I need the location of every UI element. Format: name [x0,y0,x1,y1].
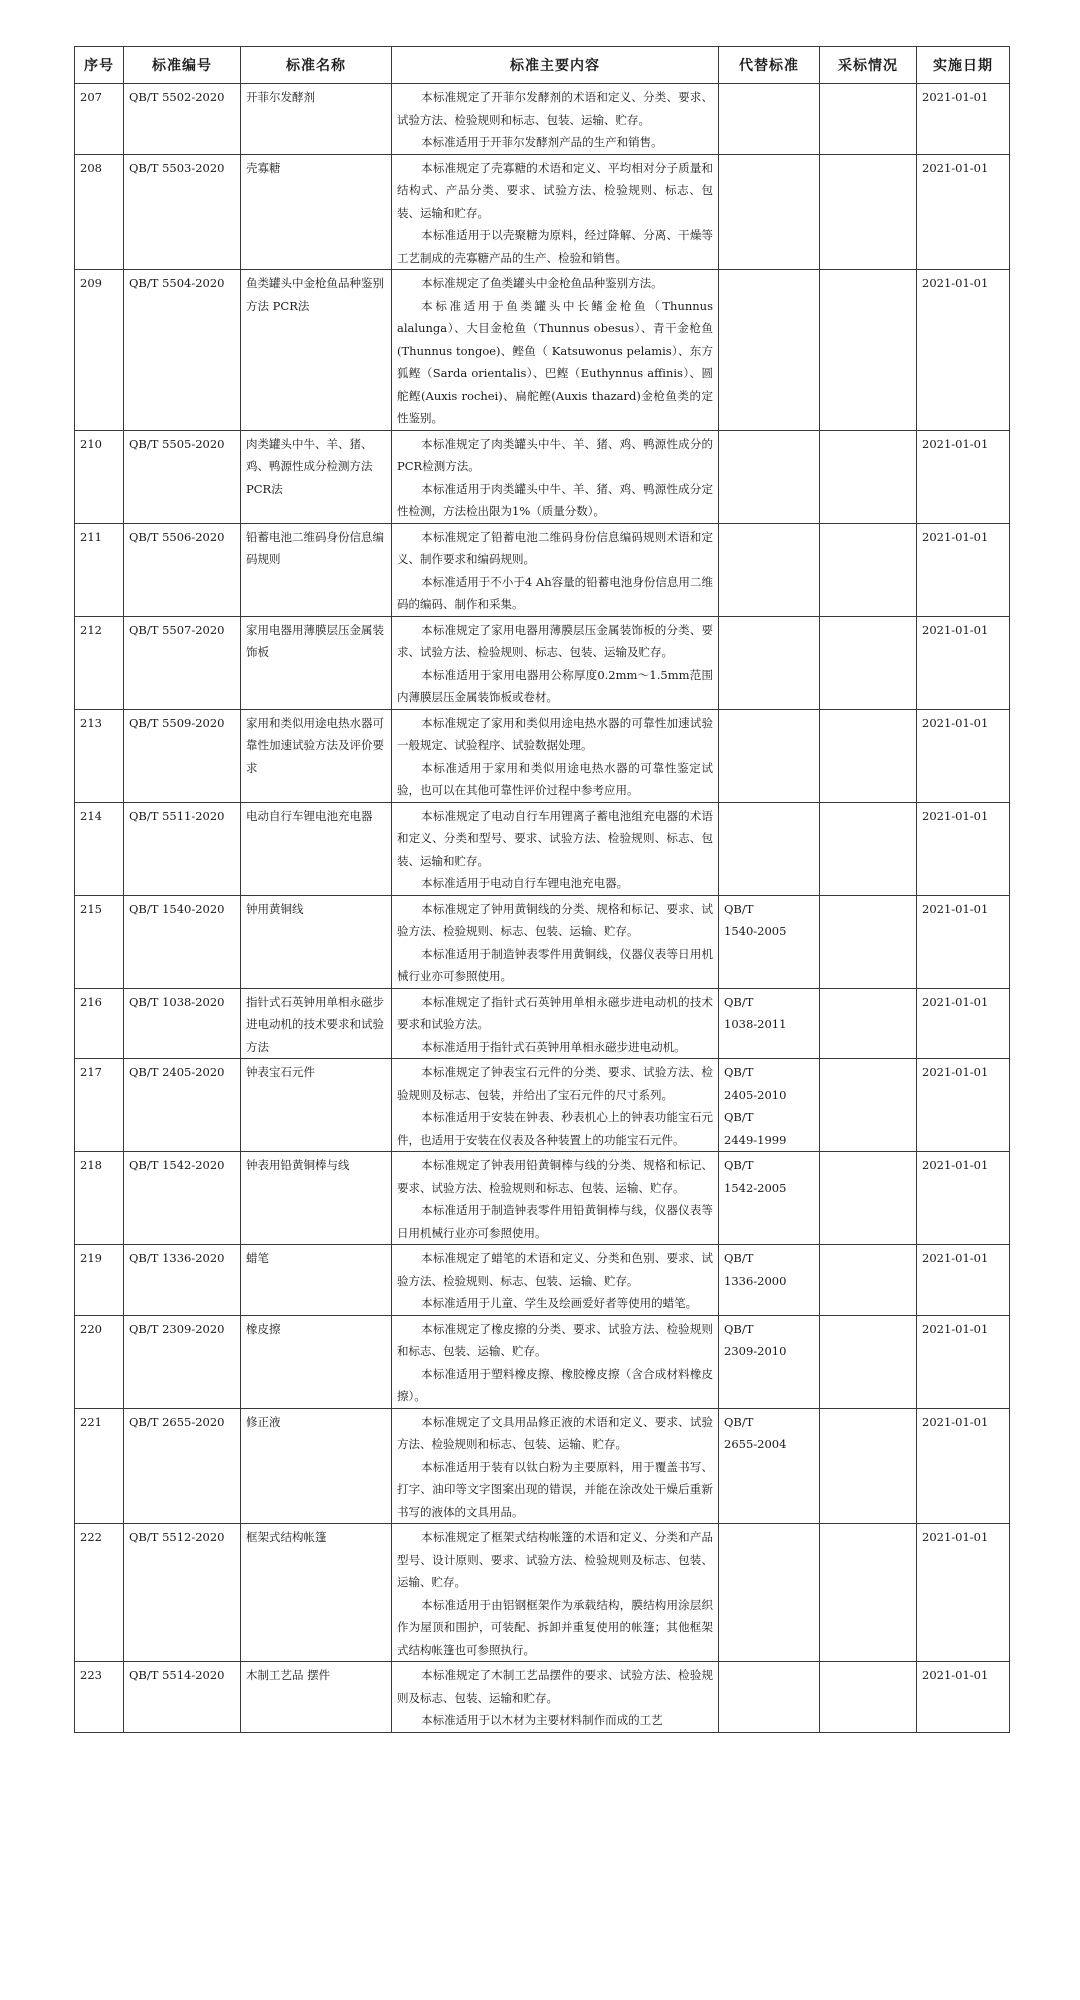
cell-replaces [719,1408,820,1524]
table-row [75,616,1010,709]
header-code: 标准编号 [124,47,241,84]
replaces-line: QB/T [724,1110,754,1124]
table-row [75,709,1010,802]
cell-adoption [820,1524,917,1662]
table-row [75,1315,1010,1408]
cell-content [392,1315,719,1408]
cell-name: 钟表用铅黄铜棒与线 [241,1152,392,1245]
cell-seq: 210 [75,430,124,523]
cell-name: 修正液 [241,1408,392,1524]
cell-replaces [719,1315,820,1408]
cell-adoption [820,1245,917,1316]
table-row [75,988,1010,1059]
header-date: 实施日期 [917,47,1010,84]
cell-code: QB/T 1038-2020 [124,988,241,1059]
content-paragraph: 本标准规定了家用电器用薄膜层压金属装饰板的分类、要求、试验方法、检验规则、标志、包装、运输及贮存。 [397,622,713,659]
cell-content [392,1245,719,1316]
content-paragraph: 本标准适用于安装在钟表、秒表机心上的钟表功能宝石元件，也适用于安装在仪表及各种装置上的功能宝石元件。 [397,1110,713,1147]
cell-adoption [820,895,917,988]
cell-content [392,1524,719,1662]
cell-seq: 214 [75,802,124,895]
replaces-line: QB/T [724,1251,754,1265]
content-paragraph: 本标准适用于由铝钢框架作为承载结构，膜结构用涂层织作为屋顶和围护，可装配、拆卸并重复使用的帐篷；其他框架式结构帐篷也可参照执行。 [397,1597,713,1657]
replaces-line: QB/T [724,1158,754,1172]
cell-code: QB/T 5506-2020 [124,523,241,616]
content-paragraph: 本标准规定了木制工艺品摆件的要求、试验方法、检验规则及标志、包装、运输和贮存。 [397,1668,713,1705]
replaces-line: 2405-2010 [724,1087,787,1102]
cell-date: 2021-01-01 [917,1245,1010,1316]
cell-name: 框架式结构帐篷 [241,1524,392,1662]
cell-adoption [820,84,917,155]
table-row [75,1059,1010,1152]
cell-content [392,709,719,802]
cell-seq: 220 [75,1315,124,1408]
cell-content [392,84,719,155]
replaces-line: 1336-2000 [724,1273,787,1288]
header-name: 标准名称 [241,47,392,84]
replaces-line: 1542-2005 [724,1180,787,1195]
cell-date: 2021-01-01 [917,802,1010,895]
cell-replaces [719,430,820,523]
cell-date: 2021-01-01 [917,988,1010,1059]
cell-code: QB/T 1540-2020 [124,895,241,988]
replaces-line: 1038-2011 [724,1017,787,1031]
cell-content [392,270,719,431]
cell-adoption [820,616,917,709]
cell-name: 开菲尔发酵剂 [241,84,392,155]
cell-adoption [820,1152,917,1245]
table-row [75,1524,1010,1662]
cell-adoption [820,1408,917,1524]
cell-code: QB/T 5505-2020 [124,430,241,523]
cell-code: QB/T 5512-2020 [124,1524,241,1662]
cell-seq: 211 [75,523,124,616]
content-paragraph: 本标准规定了钟表用铅黄铜棒与线的分类、规格和标记、要求、试验方法、检验规则和标志、包装、运输、贮存。 [397,1158,713,1195]
cell-seq: 215 [75,895,124,988]
cell-code: QB/T 1336-2020 [124,1245,241,1316]
cell-seq: 207 [75,84,124,155]
cell-seq: 219 [75,1245,124,1316]
content-paragraph: 本标准规定了家用和类似用途电热水器的可靠性加速试验一般规定、试验程序、试验数据处理。 [397,715,713,752]
cell-seq: 216 [75,988,124,1059]
content-paragraph: 本标准适用于儿童、学生及绘画爱好者等使用的蜡笔。 [421,1296,698,1310]
table-header-row [75,47,1010,84]
table-row [75,154,1010,270]
content-paragraph: 本标准适用于家用和类似用途电热水器的可靠性鉴定试验，也可以在其他可靠性评价过程中参考应用。 [397,760,713,797]
cell-code: QB/T 2309-2020 [124,1315,241,1408]
replaces-line: 2449-1999 [724,1132,787,1147]
content-paragraph: 本标准规定了文具用品修正液的术语和定义、要求、试验方法、检验规则和标志、包装、运输、贮存。 [397,1414,713,1451]
replaces-line: QB/T [724,901,754,916]
cell-content [392,616,719,709]
cell-seq: 213 [75,709,124,802]
replaces-line: QB/T [724,1414,754,1429]
cell-replaces [719,1152,820,1245]
replaces-line: 2655-2004 [724,1437,787,1451]
cell-content [392,895,719,988]
cell-seq: 221 [75,1408,124,1524]
cell-seq: 217 [75,1059,124,1152]
cell-name: 钟表宝石元件 [241,1059,392,1152]
content-paragraph: 本标准规定了鱼类罐头中金枪鱼品种鉴别方法。 [421,276,663,290]
table-row [75,1662,1010,1733]
cell-code: QB/T 5503-2020 [124,154,241,270]
cell-name: 鱼类罐头中金枪鱼品种鉴别方法 PCR法 [241,270,392,431]
content-paragraph: 本标准适用于指针式石英钟用单相永磁步进电动机。 [421,1039,686,1054]
cell-date: 2021-01-01 [917,1315,1010,1408]
content-paragraph: 本标准适用于以木材为主要材料制作而成的工艺 [421,1713,663,1727]
cell-name: 蜡笔 [241,1245,392,1316]
cell-name: 家用和类似用途电热水器可靠性加速试验方法及评价要求 [241,709,392,802]
table-row [75,1245,1010,1316]
cell-date: 2021-01-01 [917,84,1010,155]
content-paragraph: 本标准规定了框架式结构帐篷的术语和定义、分类和产品型号、设计原则、要求、试验方法、检验规则及标志、包装、运输、贮存。 [397,1530,713,1589]
content-paragraph: 本标准规定了电动自行车用锂离子蓄电池组充电器的术语和定义、分类和型号、要求、试验方法、检验规则、标志、包装、运输和贮存。 [397,808,713,868]
cell-seq: 209 [75,270,124,431]
header-seq: 序号 [75,47,124,84]
content-paragraph: 本标准规定了橡皮擦的分类、要求、试验方法、检验规则和标志、包装、运输、贮存。 [397,1321,713,1358]
cell-replaces [719,895,820,988]
content-paragraph: 本标准规定了开菲尔发酵剂的术语和定义、分类、要求、试验方法、检验规则和标志、包装、运输、贮存。 [397,90,713,127]
cell-seq: 208 [75,154,124,270]
cell-seq: 223 [75,1662,124,1733]
cell-name: 指针式石英钟用单相永磁步进电动机的技术要求和试验方法 [241,988,392,1059]
content-paragraph: 本标准适用于电动自行车锂电池充电器。 [421,876,629,890]
replaces-line: QB/T [724,994,754,1009]
cell-content [392,1059,719,1152]
cell-seq: 212 [75,616,124,709]
cell-code: QB/T 2405-2020 [124,1059,241,1152]
cell-adoption [820,154,917,270]
cell-replaces [719,84,820,155]
content-paragraph: 本标准适用于鱼类罐头中长鳍金枪鱼（Thunnus alalunga）、大目金枪鱼（Thunnus obesus）、青干金枪鱼(Thunnus tongoe)、鲣鱼（ Katsuwonus pelamis）、东方狐鲣（Sarda orientalis）、巴鲣（Euthynnus affinis）、圆舵鲣(Auxis rochei)、扁舵鲣(Auxis thazard)金枪鱼类的定性鉴别。 [397,298,713,425]
content-paragraph: 本标准适用于家用电器用公称厚度0.2mm～1.5mm范围内薄膜层压金属装饰板或卷材。 [397,667,713,704]
cell-content [392,1408,719,1524]
cell-date: 2021-01-01 [917,1152,1010,1245]
cell-code: QB/T 5511-2020 [124,802,241,895]
cell-code: QB/T 5502-2020 [124,84,241,155]
cell-name: 铅蓄电池二维码身份信息编码规则 [241,523,392,616]
cell-content [392,1152,719,1245]
header-content: 标准主要内容 [392,47,719,84]
cell-adoption [820,1315,917,1408]
table-row [75,84,1010,155]
table-row [75,430,1010,523]
cell-replaces [719,523,820,616]
cell-date: 2021-01-01 [917,1059,1010,1152]
content-paragraph: 本标准适用于制造钟表零件用黄铜线，仪器仪表等日用机械行业亦可参照使用。 [397,946,713,983]
cell-adoption [820,523,917,616]
cell-replaces [719,802,820,895]
cell-replaces [719,988,820,1059]
cell-replaces [719,270,820,431]
content-paragraph: 本标准规定了钟用黄铜线的分类、规格和标记、要求、试验方法、检验规则、标志、包装、运输、贮存。 [397,901,713,938]
table-row [75,523,1010,616]
content-paragraph: 本标准适用于开菲尔发酵剂产品的生产和销售。 [421,135,663,149]
cell-content [392,523,719,616]
table-body [75,84,1010,1733]
cell-name: 橡皮擦 [241,1315,392,1408]
table-row [75,802,1010,895]
cell-code: QB/T 5507-2020 [124,616,241,709]
content-paragraph: 本标准适用于塑料橡皮擦、橡胶橡皮擦（含合成材料橡皮擦）。 [397,1366,713,1403]
content-paragraph: 本标准规定了指针式石英钟用单相永磁步进电动机的技术要求和试验方法。 [397,994,713,1031]
replaces-line: 1540-2005 [724,924,787,938]
cell-content [392,1662,719,1733]
cell-seq: 222 [75,1524,124,1662]
cell-adoption [820,1662,917,1733]
cell-replaces [719,1059,820,1152]
cell-name: 壳寡糖 [241,154,392,270]
cell-content [392,802,719,895]
table-row [75,1408,1010,1524]
content-paragraph: 本标准适用于以壳聚糖为原料，经过降解、分离、干燥等工艺制成的壳寡糖产品的生产、检验和销售。 [397,228,713,265]
cell-adoption [820,709,917,802]
cell-replaces [719,709,820,802]
cell-date: 2021-01-01 [917,270,1010,431]
content-paragraph: 本标准规定了肉类罐头中牛、羊、猪、鸡、鸭源性成分的PCR检测方法。 [397,436,713,473]
cell-date: 2021-01-01 [917,1524,1010,1662]
cell-date: 2021-01-01 [917,154,1010,270]
cell-adoption [820,1059,917,1152]
table-row [75,895,1010,988]
content-paragraph: 本标准规定了钟表宝石元件的分类、要求、试验方法、检验规则及标志、包装，并给出了宝石元件的尺寸系列。 [397,1065,713,1102]
content-paragraph: 本标准规定了壳寡糖的术语和定义、平均相对分子质量和结构式、产品分类、要求、试验方法、检验规则、标志、包装、运输和贮存。 [397,160,713,220]
replaces-line: 2309-2010 [724,1344,787,1358]
replaces-line: QB/T [724,1065,754,1079]
cell-adoption [820,988,917,1059]
cell-replaces [719,1662,820,1733]
table-row [75,1152,1010,1245]
content-paragraph: 本标准规定了铅蓄电池二维码身份信息编码规则术语和定义、制作要求和编码规则。 [397,529,713,566]
cell-date: 2021-01-01 [917,709,1010,802]
content-paragraph: 本标准适用于不小于4 Ah容量的铅蓄电池身份信息用二维码的编码、制作和采集。 [397,574,713,611]
cell-content [392,988,719,1059]
content-paragraph: 本标准适用于制造钟表零件用铅黄铜棒与线，仪器仪表等日用机械行业亦可参照使用。 [397,1203,713,1240]
content-paragraph: 本标准适用于装有以钛白粉为主要原料，用于覆盖书写、打字、油印等文字图案出现的错误，并能在涂改处干燥后重新书写的液体的文具用品。 [397,1459,713,1519]
cell-code: QB/T 5504-2020 [124,270,241,431]
content-paragraph: 本标准适用于肉类罐头中牛、羊、猪、鸡、鸭源性成分定性检测，方法检出限为1%（质量分数）。 [397,481,713,518]
cell-adoption [820,270,917,431]
standards-table [74,46,1010,1733]
replaces-line: QB/T [724,1321,754,1336]
cell-code: QB/T 5509-2020 [124,709,241,802]
cell-date: 2021-01-01 [917,1408,1010,1524]
cell-code: QB/T 2655-2020 [124,1408,241,1524]
cell-adoption [820,802,917,895]
cell-date: 2021-01-01 [917,523,1010,616]
cell-replaces [719,1524,820,1662]
cell-code: QB/T 5514-2020 [124,1662,241,1733]
cell-replaces [719,154,820,270]
cell-date: 2021-01-01 [917,1662,1010,1733]
cell-replaces [719,1245,820,1316]
cell-name: 肉类罐头中牛、羊、猪、鸡、鸭源性成分检测方法PCR法 [241,430,392,523]
cell-date: 2021-01-01 [917,430,1010,523]
cell-date: 2021-01-01 [917,895,1010,988]
header-replaces: 代替标准 [719,47,820,84]
cell-adoption [820,430,917,523]
header-adoption: 采标情况 [820,47,917,84]
cell-replaces [719,616,820,709]
cell-code: QB/T 1542-2020 [124,1152,241,1245]
cell-content [392,430,719,523]
cell-name: 木制工艺品 摆件 [241,1662,392,1733]
table-row [75,270,1010,431]
content-paragraph: 本标准规定了蜡笔的术语和定义、分类和色别、要求、试验方法、检验规则、标志、包装、运输、贮存。 [397,1251,713,1288]
cell-date: 2021-01-01 [917,616,1010,709]
cell-content [392,154,719,270]
cell-name: 钟用黄铜线 [241,895,392,988]
cell-seq: 218 [75,1152,124,1245]
cell-name: 电动自行车锂电池充电器 [241,802,392,895]
cell-name: 家用电器用薄膜层压金属装饰板 [241,616,392,709]
